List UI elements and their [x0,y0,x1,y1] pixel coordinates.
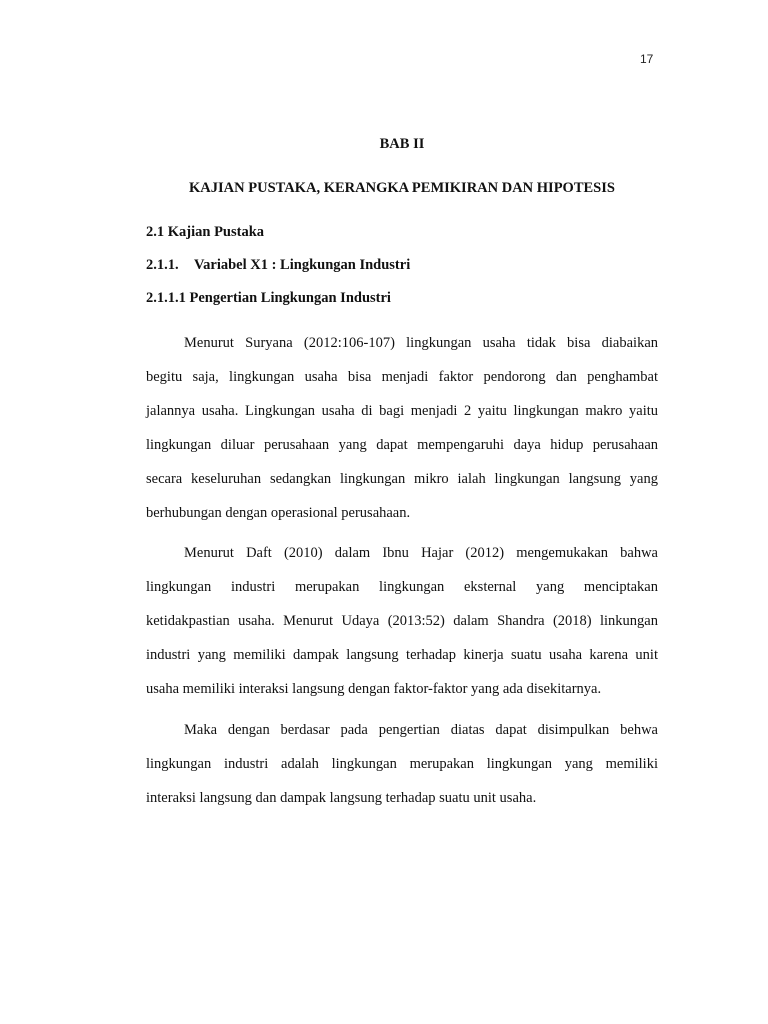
paragraph-line: begitu saja, lingkungan usaha bisa menjadi faktor pendorong dan penghambat [146,369,658,385]
paragraph-line: secara keseluruhan sedangkan lingkungan mikro ialah lingkungan langsung yang [146,471,658,487]
paragraph-line: usaha memiliki interaksi langsung dengan faktor-faktor yang ada disekitarnya. [146,681,602,697]
section-heading: 2.1 Kajian Pustaka [146,224,265,240]
paragraph-line: Menurut Daft (2010) dalam Ibnu Hajar (2012) mengemukakan bahwa [184,545,658,561]
chapter-title: BAB II [379,136,425,152]
paragraph-line: ketidakpastian usaha. Menurut Udaya (2013:52) dalam Shandra (2018) linkungan [146,613,658,629]
paragraph [146,333,658,537]
chapter-subtitle: KAJIAN PUSTAKA, KERANGKA PEMIKIRAN DAN HIPOTESIS [189,180,615,196]
paragraph-line: lingkungan industri adalah lingkungan merupakan lingkungan yang memiliki [146,756,658,772]
subsection-title: Variabel X1 : Lingkungan Industri [194,257,411,273]
paragraph-line: berhubungan dengan operasional perusahaan. [146,505,411,521]
paragraph-line: industri yang memiliki dampak langsung terhadap kinerja suatu usaha karena unit [146,647,658,663]
paragraph-line: jalannya usaha. Lingkungan usaha di bagi menjadi 2 yaitu lingkungan makro yaitu [146,403,658,419]
paragraph-line: lingkungan industri merupakan lingkungan eksternal yang menciptakan [146,579,658,595]
paragraph [146,543,658,713]
page-number: 17 [640,52,654,66]
subsection-heading [146,257,410,274]
subsubsection-heading: 2.1.1.1 Pengertian Lingkungan Industri [146,290,391,306]
subsection-number: 2.1.1. [146,257,179,273]
paragraph [146,720,658,822]
paragraph-line: lingkungan diluar perusahaan yang dapat mempengaruhi daya hidup perusahaan [146,437,658,453]
paragraph-line: interaksi langsung dan dampak langsung terhadap suatu unit usaha. [146,790,537,806]
paragraph-line: Maka dengan berdasar pada pengertian diatas dapat disimpulkan behwa [184,722,658,738]
paragraph-line: Menurut Suryana (2012:106-107) lingkungan usaha tidak bisa diabaikan [184,335,658,351]
